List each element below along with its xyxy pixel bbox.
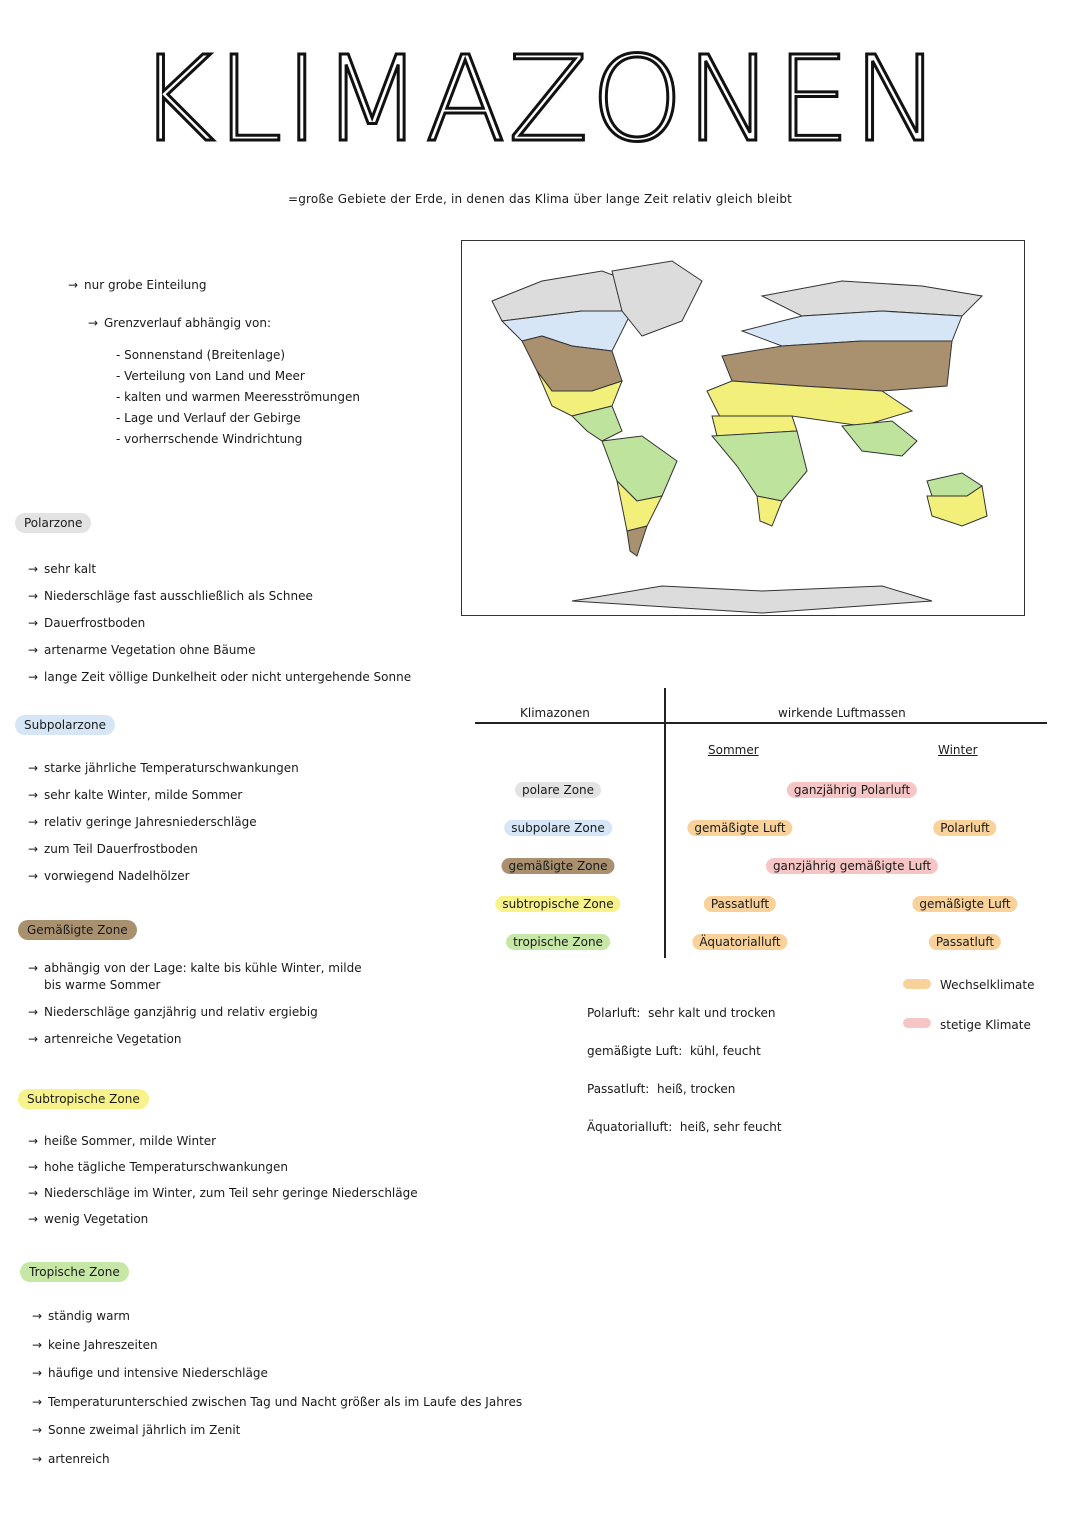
factor-item: - Verteilung von Land und Meer (116, 369, 305, 383)
table-airmass-winter: gemäßigte Luft (912, 896, 1017, 912)
subpolar-list (28, 755, 299, 890)
list-item: → Niederschläge ganzjährig und relativ ergiebig (28, 1005, 318, 1019)
table-zone-label: polare Zone (515, 782, 601, 798)
list-item: → Temperaturunterschied zwischen Tag und Nacht größer als im Laufe des Jahres (32, 1388, 522, 1417)
arrow-icon: → (32, 1366, 43, 1380)
arrow-icon: → (28, 670, 39, 684)
map-antarctica (572, 586, 932, 613)
world-climate-map (461, 240, 1025, 616)
arrow-icon: → (28, 643, 39, 657)
list-item: → wenig Vegetation (28, 1206, 418, 1232)
arrow-icon: → (28, 1160, 39, 1174)
factor-list (116, 345, 360, 450)
list-item: → abhängig von der Lage: kalte bis kühle Winter, milde bis warme Sommer (28, 961, 362, 992)
table-airmass-yearround: ganzjährig gemäßigte Luft (766, 858, 938, 874)
zone-tag-polar: Polarzone (15, 513, 91, 533)
table-header-winter: Winter (938, 743, 978, 757)
zone-tag-subpolar: Subpolarzone (15, 715, 115, 735)
arrow-icon: → (28, 1212, 39, 1226)
page-subtitle: =große Gebiete der Erde, in denen das Klima über lange Zeit relativ gleich bleibt (287, 192, 793, 206)
list-item: → häufige und intensive Niederschläge (32, 1359, 522, 1388)
list-item: → starke jährliche Temperaturschwankungen (28, 755, 299, 782)
arrow-icon: → (28, 788, 39, 802)
arrow-icon: → (32, 1394, 43, 1409)
map-af-tropical (712, 431, 807, 501)
list-item: → sehr kalte Winter, milde Sommer (28, 782, 299, 809)
table-zone-label: subpolare Zone (504, 820, 612, 836)
table-airmass-summer: gemäßigte Luft (687, 820, 792, 836)
list-item: → hohe tägliche Temperaturschwankungen (28, 1154, 418, 1180)
airmass-item: Polarluft: sehr kalt und trocken (587, 1006, 776, 1020)
airmass-item: gemäßigte Luft: kühl, feucht (587, 1044, 761, 1058)
arrow-icon: → (32, 1337, 43, 1352)
table-zone-label: gemäßigte Zone (501, 858, 614, 874)
tropical-list (32, 1302, 522, 1473)
list-item: → Sonne zweimal jährlich im Zenit (32, 1416, 522, 1445)
list-item: → artenarme Vegetation ohne Bäume (28, 637, 411, 664)
arrow-icon: → (28, 1032, 39, 1046)
legend-swatch-wechselklimate (903, 979, 931, 989)
list-item: → lange Zeit völlige Dunkelheit oder nicht untergehende Sonne (28, 664, 411, 691)
arrow-icon: → (28, 1005, 39, 1019)
table-airmass-summer: Äquatorialluft (692, 934, 787, 950)
arrow-icon: → (28, 1186, 39, 1200)
intro-note-2: → Grenzverlauf abhängig von: (88, 316, 272, 330)
list-item: → sehr kalt (28, 556, 411, 583)
table-column-rule (664, 688, 666, 958)
subtropical-list (28, 1128, 418, 1232)
list-item: → Niederschläge im Winter, zum Teil sehr geringe Niederschläge (28, 1180, 418, 1206)
table-airmass-winter: Passatluft (929, 934, 1001, 950)
zone-tag-temperate: Gemäßigte Zone (18, 920, 137, 940)
legend-label-stetige: stetige Klimate (940, 1018, 1031, 1032)
map-sa-temperate (627, 526, 647, 556)
list-item: → Dauerfrostboden (28, 610, 411, 637)
table-header-summer: Sommer (708, 743, 759, 757)
map-asia-tropical (842, 421, 917, 456)
arrow-icon: → (28, 589, 39, 603)
list-item: → relativ geringe Jahresniederschläge (28, 809, 299, 836)
list-item: → artenreich (32, 1445, 522, 1474)
list-item: → ständig warm (32, 1302, 522, 1331)
arrow-icon: → (32, 1423, 43, 1437)
map-af-subtropical-south (757, 496, 782, 526)
factor-item: - kalten und warmen Meeresströmungen (116, 390, 361, 404)
zone-tag-subtropical: Subtropische Zone (18, 1089, 149, 1109)
arrow-icon: → (28, 842, 39, 856)
intro-note-1: → nur grobe Einteilung (68, 278, 207, 292)
legend-label-wechselklimate: Wechselklimate (940, 978, 1035, 992)
arrow-icon: → (28, 562, 39, 576)
arrow-icon: → (88, 316, 99, 330)
list-item: → keine Jahreszeiten (32, 1331, 522, 1360)
table-airmass-yearround: ganzjährig Polarluft (787, 782, 917, 798)
list-item: → Niederschläge fast ausschließlich als Schnee (28, 583, 411, 610)
polar-list (28, 556, 411, 691)
climate-map-svg (462, 241, 1024, 615)
list-item: → heiße Sommer, milde Winter (28, 1128, 418, 1154)
arrow-icon: → (32, 1309, 43, 1323)
arrow-icon: → (28, 761, 39, 775)
list-item: → zum Teil Dauerfrostboden (28, 836, 299, 863)
arrow-icon: → (32, 1451, 43, 1466)
airmass-item: Passatluft: heiß, trocken (587, 1082, 736, 1096)
arrow-icon: → (68, 278, 79, 292)
factor-item: - Sonnenstand (Breitenlage) (116, 348, 286, 362)
table-airmass-winter: Polarluft (933, 820, 996, 836)
airmass-item: Äquatorialluft: heiß, sehr feucht (587, 1120, 782, 1134)
factor-item: - vorherrschende Windrichtung (116, 432, 303, 446)
table-airmass-summer: Passatluft (704, 896, 776, 912)
arrow-icon: → (28, 616, 39, 630)
airmass-list (587, 994, 782, 1146)
legend-swatch-stetige (903, 1018, 931, 1028)
zone-tag-tropical: Tropische Zone (20, 1262, 129, 1282)
table-header-rule (475, 722, 1047, 724)
list-item: → vorwiegend Nadelhölzer (28, 863, 299, 890)
factor-item: - Lage und Verlauf der Gebirge (116, 411, 301, 425)
arrow-icon: → (28, 1134, 39, 1148)
table-zone-label: tropische Zone (506, 934, 610, 950)
table-header-zones: Klimazonen (520, 706, 590, 720)
list-item: → artenreiche Vegetation (28, 1032, 182, 1046)
arrow-icon: → (28, 961, 39, 975)
map-sa-tropical (602, 436, 677, 501)
arrow-icon: → (28, 869, 39, 883)
temperate-list (28, 960, 448, 1048)
page-title: KLIMAZONEN (137, 30, 943, 168)
map-eu-polar (762, 281, 982, 316)
table-header-airmasses: wirkende Luftmassen (778, 706, 906, 720)
arrow-icon: → (28, 815, 39, 829)
table-zone-label: subtropische Zone (495, 896, 620, 912)
